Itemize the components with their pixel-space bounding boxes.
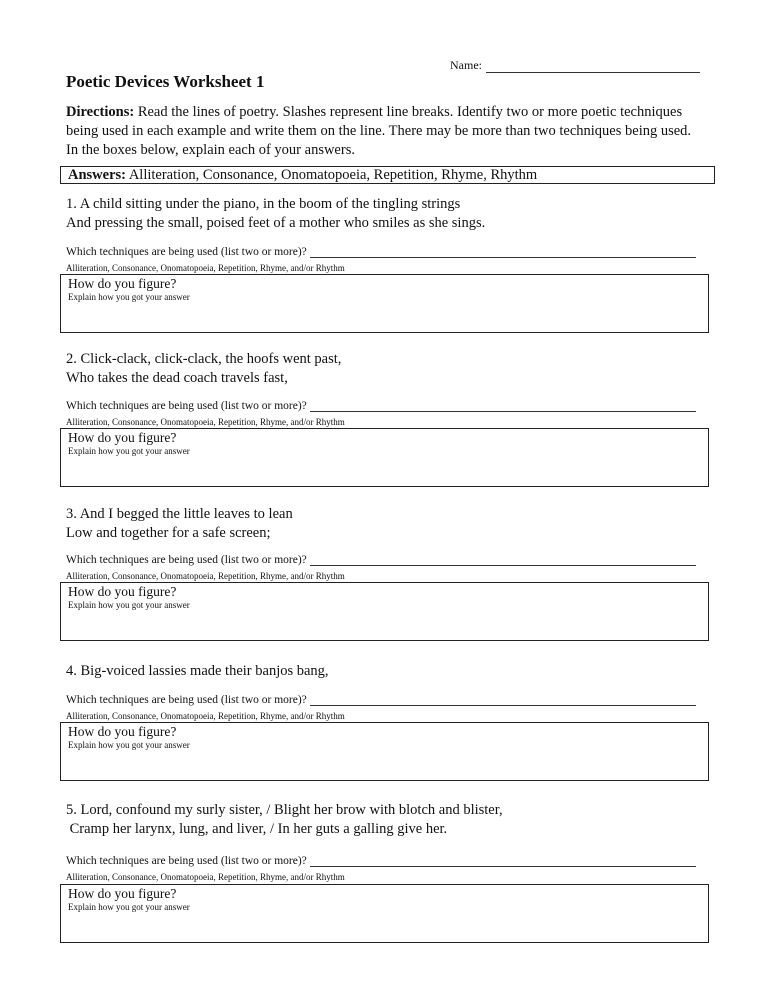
directions-label: Directions: (66, 104, 135, 120)
explanation-box-1[interactable] (60, 274, 709, 333)
explanation-box-3[interactable] (60, 582, 709, 641)
question-5 (66, 801, 716, 839)
explanation-box-4[interactable] (60, 722, 709, 781)
directions-text: Read the lines of poetry. Slashes represent line breaks. Identify two or more poetic techniques being used in each example and write them on the line. There may be more than two techniques being used. In the boxes below, explain each of your answers. (66, 104, 692, 158)
box-hint: Explain how you got your answer (68, 446, 190, 456)
techniques-input-line[interactable] (310, 695, 696, 706)
answers-label: Answers: (68, 167, 126, 183)
box-title: How do you figure? (68, 430, 177, 445)
box-hint: Explain how you got your answer (68, 292, 190, 302)
techniques-answer-5[interactable] (66, 855, 696, 867)
question-line: Low and together for a safe screen; (66, 525, 271, 541)
explanation-box-5[interactable] (60, 884, 709, 943)
techniques-prompt: Which techniques are being used (list two or more)? (66, 400, 307, 412)
question-2 (66, 350, 716, 388)
technique-options: Alliteration, Consonance, Onomatopoeia, Repetition, Rhyme, and/or Rhythm (66, 417, 345, 427)
question-line: 1. A child sitting under the piano, in the boom of the tingling strings (66, 196, 461, 212)
box-hint: Explain how you got your answer (68, 740, 190, 750)
techniques-input-line[interactable] (310, 856, 696, 867)
technique-options: Alliteration, Consonance, Onomatopoeia, Repetition, Rhyme, and/or Rhythm (66, 872, 345, 882)
answers-list: Alliteration, Consonance, Onomatopoeia, Repetition, Rhyme, Rhythm (126, 167, 538, 183)
techniques-answer-4[interactable] (66, 694, 696, 706)
name-field[interactable] (450, 58, 700, 73)
box-hint: Explain how you got your answer (68, 902, 190, 912)
question-line: Who takes the dead coach travels fast, (66, 370, 288, 386)
name-input-line[interactable] (486, 60, 700, 73)
question-line: And pressing the small, poised feet of a mother who smiles as she sings. (66, 215, 486, 231)
box-title: How do you figure? (68, 584, 177, 599)
question-line: 5. Lord, confound my surly sister, / Blight her brow with blotch and blister, (66, 802, 503, 818)
name-label: Name: (450, 58, 482, 72)
techniques-answer-3[interactable] (66, 554, 696, 566)
question-line: 3. And I begged the little leaves to lean (66, 506, 293, 522)
explanation-box-2[interactable] (60, 428, 709, 487)
question-1 (66, 195, 716, 233)
worksheet-title: Poetic Devices Worksheet 1 (66, 72, 265, 91)
techniques-prompt: Which techniques are being used (list two or more)? (66, 246, 307, 258)
box-title: How do you figure? (68, 276, 177, 291)
question-line: Cramp her larynx, lung, and liver, / In her guts a galling give her. (66, 821, 448, 837)
techniques-input-line[interactable] (310, 555, 696, 566)
techniques-input-line[interactable] (310, 401, 696, 412)
techniques-answer-2[interactable] (66, 400, 696, 412)
answer-bank (60, 166, 715, 184)
box-hint: Explain how you got your answer (68, 600, 190, 610)
directions (66, 103, 706, 160)
techniques-prompt: Which techniques are being used (list two or more)? (66, 554, 307, 566)
technique-options: Alliteration, Consonance, Onomatopoeia, Repetition, Rhyme, and/or Rhythm (66, 571, 345, 581)
question-3 (66, 505, 716, 543)
box-title: How do you figure? (68, 724, 177, 739)
question-line: 2. Click-clack, click-clack, the hoofs went past, (66, 351, 342, 367)
question-4 (66, 662, 716, 681)
techniques-prompt: Which techniques are being used (list two or more)? (66, 855, 307, 867)
question-line: 4. Big-voiced lassies made their banjos bang, (66, 663, 329, 679)
technique-options: Alliteration, Consonance, Onomatopoeia, Repetition, Rhyme, and/or Rhythm (66, 711, 345, 721)
techniques-prompt: Which techniques are being used (list two or more)? (66, 694, 307, 706)
techniques-input-line[interactable] (310, 247, 696, 258)
techniques-answer-1[interactable] (66, 246, 696, 258)
box-title: How do you figure? (68, 886, 177, 901)
technique-options: Alliteration, Consonance, Onomatopoeia, Repetition, Rhyme, and/or Rhythm (66, 263, 345, 273)
